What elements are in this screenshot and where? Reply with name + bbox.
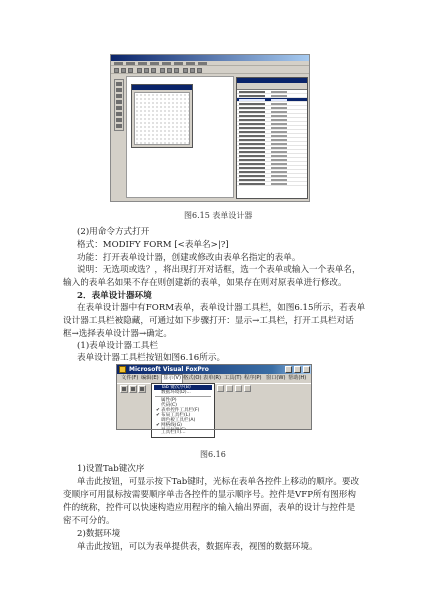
menu-item-label: 工具栏(T)... <box>161 430 186 435</box>
form-designer-toolbar <box>217 385 257 395</box>
text-line: 设计器工具栏被隐藏，可通过如下步骤打开：显示→工具栏，打开工具栏对话 <box>63 316 354 326</box>
menu-item-label: 布局工具栏(L) <box>161 413 191 418</box>
menu-item-label: Tab 键次序(B) <box>161 385 191 390</box>
section-heading: 2．表单设计器环境 <box>77 291 152 301</box>
save-icon[interactable] <box>138 385 146 393</box>
text-line: 输入的表单名如果不存在则创建新的表单，如果存在则对原表单进行修改。 <box>63 278 347 288</box>
menu-tools[interactable]: 工具(T) <box>224 375 242 381</box>
subsection-heading: 2)数据环境 <box>77 529 121 539</box>
check-icon: ✔ <box>156 413 160 418</box>
minimize-icon[interactable] <box>285 366 292 373</box>
menu-window[interactable]: 窗口(W) <box>266 375 286 381</box>
text-line: 件的统称，控件可以快速构造应用程序的输入输出界面，表单的设计与控件是 <box>63 503 356 513</box>
figure-caption-6-16: 图6.16 <box>200 450 226 459</box>
open-file-icon[interactable] <box>129 385 137 393</box>
toolbar-button-icon[interactable] <box>217 385 224 392</box>
check-icon: ✔ <box>156 408 160 413</box>
menu-help[interactable]: 帮助(H) <box>288 375 307 381</box>
view-menu-dropdown <box>151 383 215 430</box>
text-line: 在表单设计器中有FORM表单，表单设计器工具栏，如图6.15所示，若表单 <box>77 303 366 313</box>
menu-item-label: 表单控件工具栏(F) <box>161 408 200 413</box>
text-line: 功能：打开表单设计器，创建或修改由表单名指定的表单。 <box>77 253 301 263</box>
maximize-icon[interactable] <box>294 366 301 373</box>
menu-format[interactable]: 格式(O) <box>183 375 202 381</box>
toolbar-button-icon[interactable] <box>226 385 233 392</box>
form-grid <box>134 92 190 145</box>
form1-window <box>131 84 193 148</box>
close-icon[interactable] <box>303 366 310 373</box>
text-line: (2)用命令方式打开 <box>77 227 150 237</box>
text-line: 说明：无选项或选？，将出现打开对话框，选一个表单或输入一个表单名， <box>77 265 361 275</box>
window-title-text: Microsoft Visual FoxPro <box>129 366 209 373</box>
text-line: 表单设计器工具栏按钮如图6.16所示。 <box>77 353 226 363</box>
form-controls-palette <box>114 79 124 131</box>
toolbar-button-icon[interactable] <box>244 385 251 392</box>
menu-program[interactable]: 程序(P) <box>244 375 262 381</box>
menu-edit[interactable]: 编辑(E) <box>141 375 159 381</box>
menu-item-label: 调色板工具栏(A) <box>161 418 196 423</box>
menu-item-toolbars[interactable] <box>151 430 215 438</box>
menu-item-label: 属性(P) <box>161 398 177 403</box>
menu-item-label: 数据环境(D)... <box>161 390 191 395</box>
menu-separator <box>155 396 211 397</box>
form-designer-screenshot <box>110 54 310 202</box>
text-line: (1)表单设计器工具栏 <box>77 341 158 351</box>
subsection-heading: 1)设置Tab键次序 <box>77 464 145 474</box>
menu-item-label: 网格线(G) <box>161 423 182 428</box>
menu-item-data-environment[interactable] <box>154 390 212 395</box>
vfp-toolbar <box>111 67 309 74</box>
check-icon: ✔ <box>156 423 160 428</box>
text-line: 密不可分的。 <box>63 516 115 526</box>
vfp-view-menu-screenshot <box>116 364 312 430</box>
text-line: 变顺序可用鼠标按需要顺序单击各控件的显示顺序号。控件是VFP所有图形构 <box>63 490 356 500</box>
menu-view[interactable]: 显示(V) <box>163 375 181 381</box>
menu-form[interactable]: 表单(R) <box>203 375 222 381</box>
figure-caption-6-15: 图6.15 表单设计器 <box>184 211 253 220</box>
vfp-menu-bar <box>111 61 309 66</box>
new-file-icon[interactable] <box>120 385 128 393</box>
menu-file[interactable]: 文件(F) <box>121 375 139 381</box>
fox-app-icon <box>119 366 126 373</box>
toolbar-button-icon[interactable] <box>235 385 242 392</box>
text-line: 框→选择表单设计器→确定。 <box>63 329 172 339</box>
menu-item-label: 代码(C) <box>161 403 177 408</box>
properties-window <box>236 77 308 199</box>
text-line: 单击此按钮，可显示按下Tab键时，光标在表单各控件上移动的顺序。要改 <box>77 477 360 487</box>
text-line: 单击此按钮，可以为表单提供表，数据库表，视图的数据环境。 <box>77 542 318 552</box>
vfp-menu-bar <box>117 374 311 383</box>
text-line: 格式：MODIFY FORM [<表单名>|?] <box>77 240 229 250</box>
vfp-window-title <box>117 365 311 374</box>
